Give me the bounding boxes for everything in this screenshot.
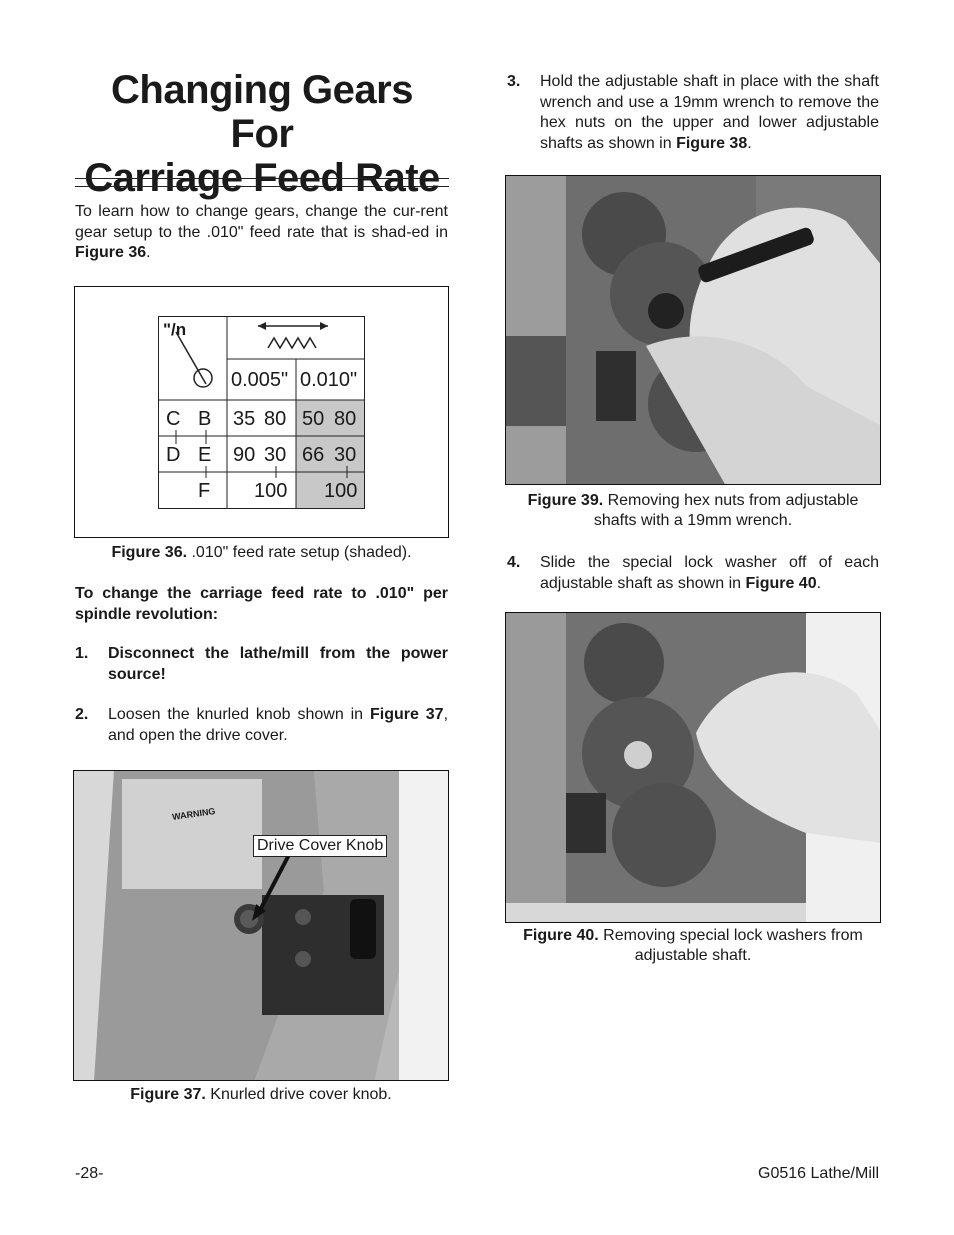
figure-40 — [505, 612, 881, 923]
step-4-number: 4. — [507, 554, 521, 571]
gear-label-e: E — [198, 444, 212, 466]
cell-80a: 80 — [264, 408, 287, 430]
feed-rate-005: 0.005" — [231, 369, 289, 391]
upper-gear-icon — [584, 623, 664, 703]
lock-washer-removal-photo — [506, 613, 881, 923]
page-number: -28- — [75, 1165, 104, 1182]
button-icon — [295, 951, 311, 967]
figure-37 — [73, 770, 449, 1081]
cell-66: 66 — [302, 444, 325, 466]
thread-icon — [268, 338, 316, 348]
intro-paragraph: To learn how to change gears, change the cur-rent gear setup to the .010" feed rate that is shad-ed in Figure 36. — [75, 203, 448, 261]
step-2-text: Loosen the knurled knob shown in Figure 37, and open the drive cover. — [108, 706, 449, 744]
gear-label-d: D — [166, 444, 181, 466]
lower-gear-icon — [612, 783, 716, 887]
figure-36-caption: Figure 36. .010" feed rate setup (shaded). — [111, 544, 412, 561]
figure-37-caption: Figure 37. Knurled drive cover knob. — [130, 1086, 392, 1103]
cell-80b: 80 — [334, 408, 357, 430]
warning-label-plate — [122, 779, 262, 889]
title-line-2: Carriage Feed Rate — [84, 156, 440, 200]
cell-30a: 30 — [264, 444, 287, 466]
drive-cover-photo — [74, 771, 449, 1081]
page-title — [75, 68, 449, 200]
step-1-text: Disconnect the lathe/mill from the power source! — [108, 645, 448, 683]
step-3-text: Hold the adjustable shaft in place with the shaft wrench and use a 19mm wrench to remove the hex nuts on the upper and lower adjustable shafts as shown in Figure 38. — [540, 73, 879, 152]
figure-36 — [74, 286, 449, 538]
warning-text: WARNING — [171, 806, 216, 822]
cell-100b: 100 — [324, 480, 358, 502]
title-line-1: Changing Gears For — [111, 68, 413, 156]
step-2-number: 2. — [75, 706, 89, 723]
ratio-symbol: "/n — [163, 320, 187, 339]
gear-chart — [158, 316, 365, 509]
procedure-heading: To change the carriage feed rate to .010" per spindle revolution: — [75, 585, 448, 623]
footer-model: G0516 Lathe/Mill — [758, 1165, 879, 1182]
shaft-icon — [624, 741, 652, 769]
step-4-text: Slide the special lock washer off of each adjustable shaft as shown in Figure 40. — [540, 554, 879, 592]
cell-50: 50 — [302, 408, 325, 430]
figure-39 — [505, 175, 881, 485]
hex-nut-icon — [648, 293, 684, 329]
cell-90: 90 — [233, 444, 256, 466]
gear-label-c: C — [166, 408, 181, 430]
figure-40-caption: Figure 40. Removing special lock washers from adjustable shaft. — [523, 927, 863, 964]
cell-30b: 30 — [334, 444, 357, 466]
indicator-icon — [295, 909, 311, 925]
step-1-number: 1. — [75, 645, 89, 662]
hex-nut-removal-photo — [506, 176, 881, 485]
title-rule-top — [75, 178, 449, 179]
gear-label-b: B — [198, 408, 212, 430]
figure-39-caption: Figure 39. Removing hex nuts from adjustable shafts with a 19mm wrench. — [527, 492, 859, 529]
gear-label-f: F — [198, 480, 211, 502]
intro-figure-ref: Figure 36 — [75, 244, 147, 261]
title-rule-bottom — [75, 186, 449, 187]
step-3-number: 3. — [507, 73, 521, 90]
switch-icon — [350, 899, 376, 959]
cell-100a: 100 — [254, 480, 288, 502]
feed-rate-010: 0.010" — [300, 369, 358, 391]
drive-cover-knob-callout: Drive Cover Knob — [253, 835, 387, 857]
cell-35: 35 — [233, 408, 256, 430]
